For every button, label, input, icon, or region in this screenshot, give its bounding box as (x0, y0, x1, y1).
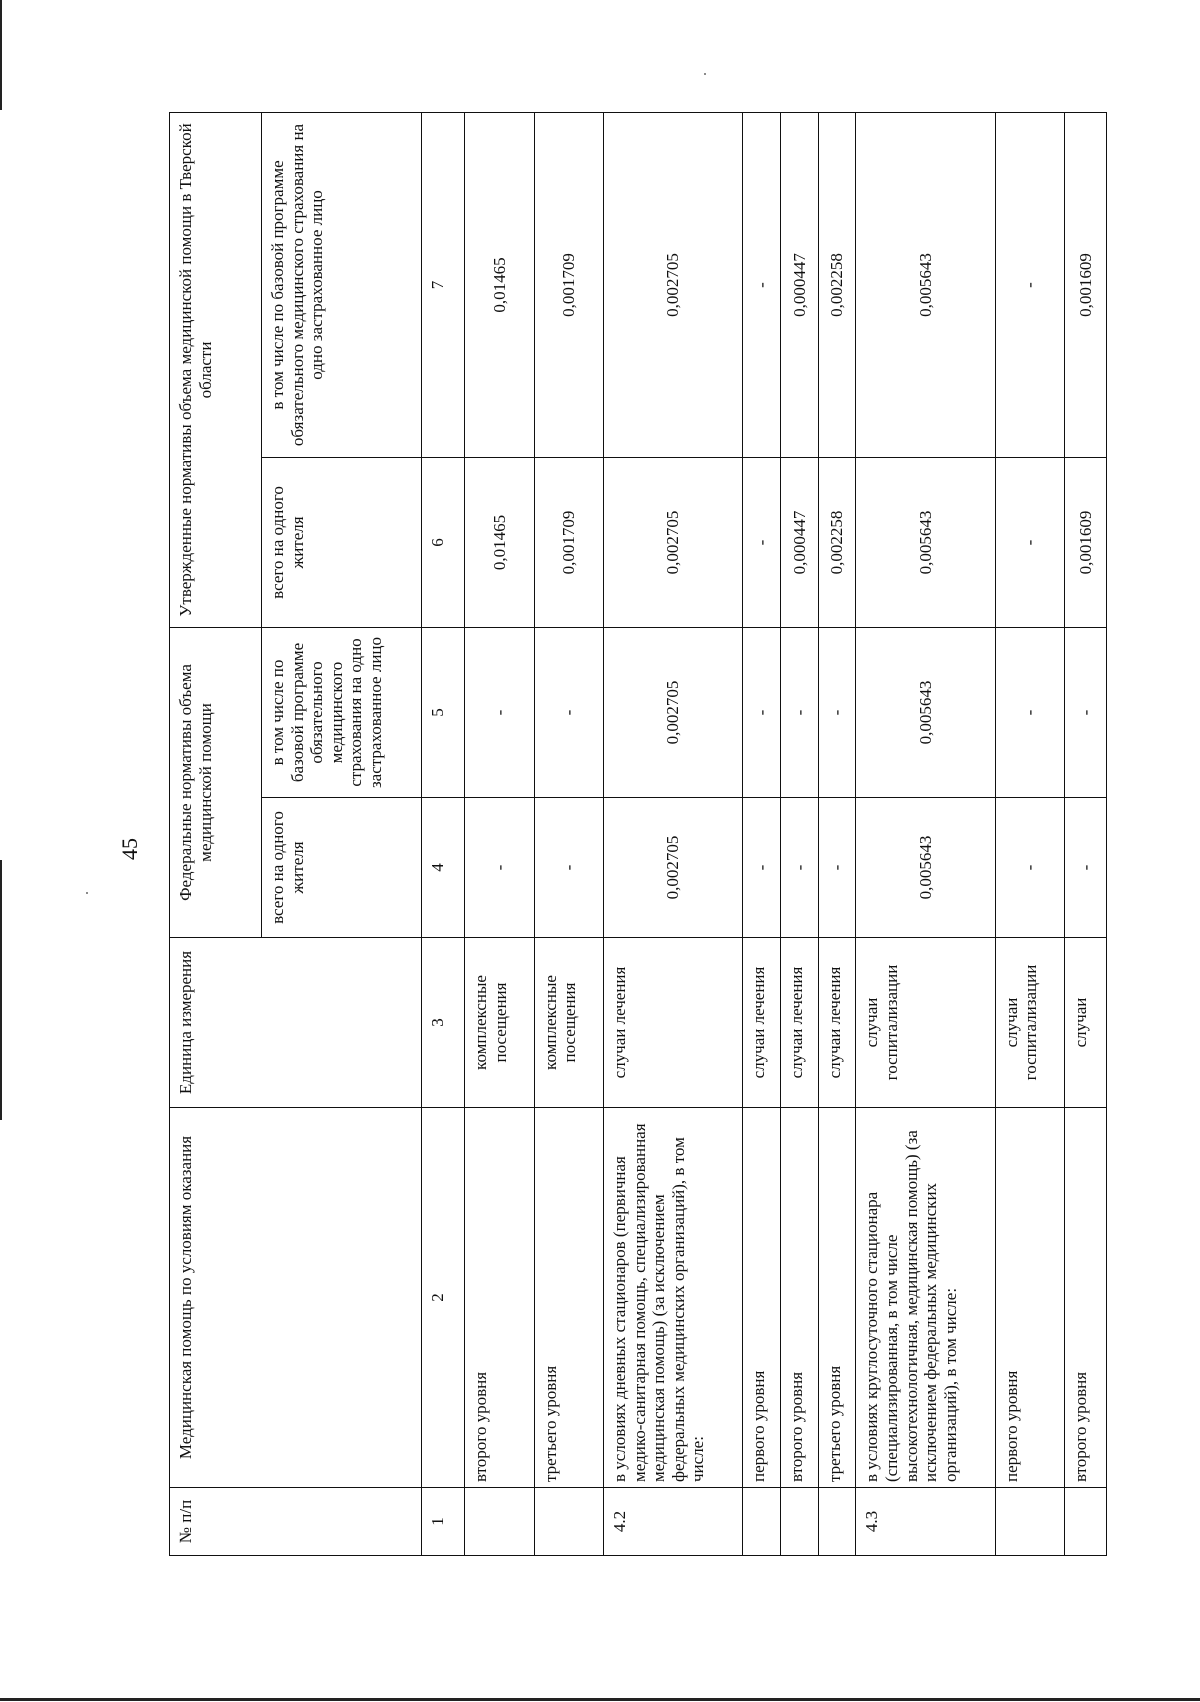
care-condition-cell: второго уровня (1065, 1108, 1107, 1488)
volume-norms-table (169, 112, 1107, 1556)
table-row (856, 112, 995, 1555)
header-care-conditions: Медицинская помощь по условиям оказания (170, 1108, 422, 1488)
row-number (1065, 1488, 1107, 1556)
row-number: 4.2 (604, 1488, 743, 1556)
table-row (818, 112, 856, 1555)
regional-oms-cell: 0,01465 (465, 112, 535, 457)
care-condition-cell: в условиях круглосуточного стационара (специализированная, в том числе высокотехнологичная, медицинская помощь) (за исключением федеральных медицинских организаций), в том числе: (856, 1108, 995, 1488)
unit-cell: случаи (1065, 938, 1107, 1108)
regional-total-cell: 0,000447 (781, 457, 819, 627)
regional-total-cell: 0,005643 (856, 457, 995, 627)
federal-oms-cell: - (818, 627, 856, 797)
care-condition-cell: третьего уровня (534, 1108, 604, 1488)
unit-cell: случаи лечения (604, 938, 743, 1108)
federal-total-cell: - (465, 798, 535, 938)
unit-cell: комплексные посещения (465, 938, 535, 1108)
federal-total-cell: - (534, 798, 604, 938)
header-regional-total: всего на одного жителя (262, 457, 422, 627)
federal-total-cell: - (743, 798, 781, 938)
header-number: № п/п (170, 1488, 422, 1556)
federal-total-cell: - (995, 798, 1065, 938)
federal-oms-cell: - (1065, 627, 1107, 797)
table-row (465, 112, 535, 1555)
column-number: 4 (422, 798, 465, 938)
care-condition-cell: в условиях дневных стационаров (первичная медико-санитарная помощь, специализированная медицинская помощь) (за исключением федеральных медицинских организаций), в том числе: (604, 1108, 743, 1488)
regional-total-cell: 0,001609 (1065, 457, 1107, 627)
federal-total-cell: - (818, 798, 856, 938)
row-number (534, 1488, 604, 1556)
column-number: 2 (422, 1108, 465, 1488)
regional-total-cell: - (743, 457, 781, 627)
unit-cell: случаи госпитализации (995, 938, 1065, 1108)
row-number (743, 1488, 781, 1556)
care-condition-cell: первого уровня (743, 1108, 781, 1488)
column-number: 7 (422, 112, 465, 457)
table-row (995, 112, 1065, 1555)
row-number (465, 1488, 535, 1556)
regional-oms-cell: 0,001609 (1065, 112, 1107, 457)
column-number: 5 (422, 627, 465, 797)
scan-speck (704, 73, 706, 75)
column-number: 1 (422, 1488, 465, 1556)
regional-total-cell: - (995, 457, 1065, 627)
header-regional-norms: Утвержденные нормативы объема медицинской помощи в Тверской области (170, 112, 262, 627)
header-federal-total: всего на одного жителя (262, 798, 422, 938)
column-number: 3 (422, 938, 465, 1108)
header-federal-oms: в том числе по базовой программе обязательного медицинского страхования на одно застрахованное лицо (262, 627, 422, 797)
unit-cell: случаи лечения (818, 938, 856, 1108)
table-row (1065, 112, 1107, 1555)
federal-oms-cell: - (465, 627, 535, 797)
federal-oms-cell: 0,002705 (604, 627, 743, 797)
federal-oms-cell: - (743, 627, 781, 797)
regional-oms-cell: 0,001709 (534, 112, 604, 457)
regional-oms-cell: 0,002705 (604, 112, 743, 457)
regional-oms-cell: - (995, 112, 1065, 457)
federal-total-cell: 0,005643 (856, 798, 995, 938)
scan-edge-left-top (0, 0, 2, 110)
federal-total-cell: - (1065, 798, 1107, 938)
table-row (743, 112, 781, 1555)
federal-oms-cell: 0,005643 (856, 627, 995, 797)
row-number (781, 1488, 819, 1556)
federal-oms-cell: - (995, 627, 1065, 797)
table-body (465, 112, 1107, 1555)
care-condition-cell: третьего уровня (818, 1108, 856, 1488)
regional-oms-cell: 0,002258 (818, 112, 856, 457)
table-row (781, 112, 819, 1555)
regional-total-cell: 0,001709 (534, 457, 604, 627)
regional-total-cell: 0,01465 (465, 457, 535, 627)
row-number (818, 1488, 856, 1556)
header-federal-norms: Федеральные нормативы объема медицинской помощи (170, 627, 262, 937)
unit-cell: случаи лечения (743, 938, 781, 1108)
unit-cell: случаи лечения (781, 938, 819, 1108)
regional-oms-cell: - (743, 112, 781, 457)
care-condition-cell: первого уровня (995, 1108, 1065, 1488)
rotated-table-content (169, 113, 1107, 1556)
header-regional-oms: в том числе по базовой программе обязательного медицинского страхования на одно застрахованное лицо (262, 112, 422, 457)
scan-speck (86, 892, 88, 894)
federal-oms-cell: - (534, 627, 604, 797)
header-unit: Единица измерения (170, 938, 422, 1108)
regional-total-cell: 0,002705 (604, 457, 743, 627)
care-condition-cell: второго уровня (781, 1108, 819, 1488)
unit-cell: случаи госпитализации (856, 938, 995, 1108)
table-row (534, 112, 604, 1555)
federal-total-cell: - (781, 798, 819, 938)
federal-oms-cell: - (781, 627, 819, 797)
row-number: 4.3 (856, 1488, 995, 1556)
federal-total-cell: 0,002705 (604, 798, 743, 938)
rotated-table-frame (169, 113, 1107, 1556)
scan-edge-left-mid (0, 860, 2, 1120)
regional-total-cell: 0,002258 (818, 457, 856, 627)
page-number: 45 (117, 838, 142, 860)
scan-edge-bottom (0, 1698, 1200, 1701)
regional-oms-cell: 0,005643 (856, 112, 995, 457)
care-condition-cell: второго уровня (465, 1108, 535, 1488)
row-number (995, 1488, 1065, 1556)
unit-cell: комплексные посещения (534, 938, 604, 1108)
column-number: 6 (422, 457, 465, 627)
table-row (604, 112, 743, 1555)
regional-oms-cell: 0,000447 (781, 112, 819, 457)
